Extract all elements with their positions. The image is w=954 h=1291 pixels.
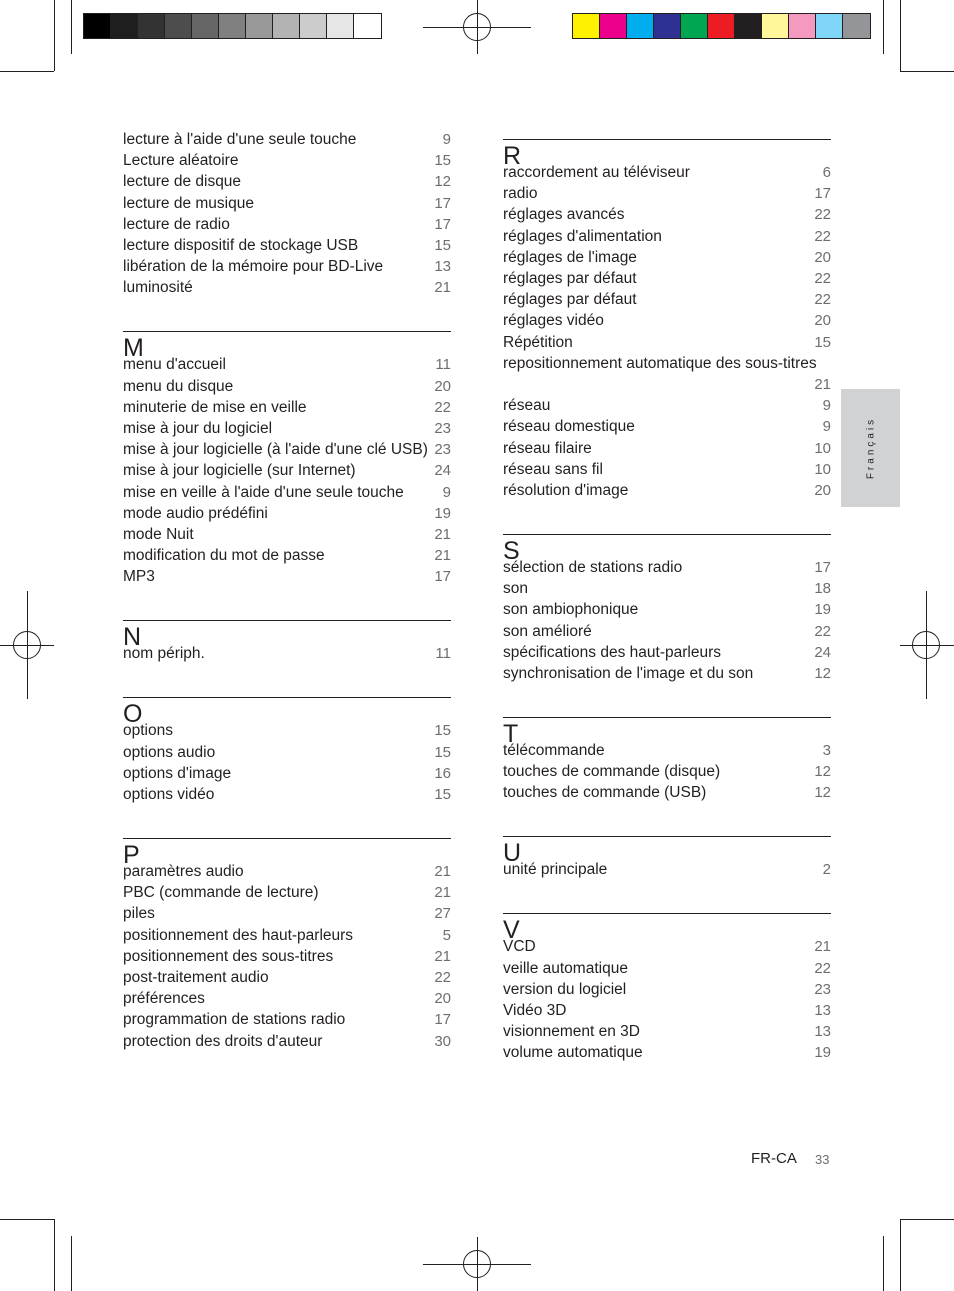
index-term: version du logiciel xyxy=(503,980,627,998)
index-page-number: 3 xyxy=(822,742,831,759)
index-page-number: 11 xyxy=(435,356,451,374)
color-swatch xyxy=(654,14,681,38)
index-term: réglages d'alimentation xyxy=(503,227,662,245)
index-entry xyxy=(503,332,831,353)
index-page-number: 15 xyxy=(434,237,451,254)
color-swatch xyxy=(327,14,354,38)
index-term: visionnement en 3D xyxy=(503,1023,640,1041)
color-swatch xyxy=(84,14,111,38)
color-swatch xyxy=(300,14,327,38)
index-page-number: 21 xyxy=(434,884,451,902)
index-entry xyxy=(503,936,831,957)
index-entry xyxy=(503,859,831,880)
index-page-number: 22 xyxy=(814,206,831,224)
index-page-number: 19 xyxy=(814,1044,831,1062)
index-page-number: 23 xyxy=(814,980,831,998)
index-page-number: 21 xyxy=(434,547,451,565)
section-divider xyxy=(503,717,831,718)
index-term: programmation de stations radio xyxy=(123,1011,346,1029)
index-page-number: 20 xyxy=(814,482,831,499)
index-term: volume automatique xyxy=(503,1044,643,1062)
index-entry xyxy=(123,397,451,418)
index-page-number: 15 xyxy=(434,786,451,803)
index-term: libération de la mémoire pour BD-Live xyxy=(123,258,384,276)
color-swatch xyxy=(789,14,816,38)
index-page-number: 19 xyxy=(434,504,451,522)
index-entry xyxy=(503,374,831,395)
index-term: radio xyxy=(503,185,538,203)
index-page-number: 12 xyxy=(814,665,831,682)
section-letter: P xyxy=(123,841,140,869)
color-swatch xyxy=(111,14,138,38)
index-term: options audio xyxy=(123,743,216,761)
index-entry xyxy=(123,376,451,397)
section-divider xyxy=(503,139,831,140)
index-term: réseau domestique xyxy=(503,418,635,436)
index-entry xyxy=(503,958,831,979)
index-entry xyxy=(503,310,831,331)
index-term: réglages vidéo xyxy=(503,312,604,330)
index-entry xyxy=(123,988,451,1009)
index-term: synchronisation de l'image et du son xyxy=(503,665,754,682)
index-page-number: 6 xyxy=(822,164,831,181)
index-page-number: 10 xyxy=(814,439,831,457)
section-divider xyxy=(123,838,451,839)
index-term: lecture de musique xyxy=(123,194,254,212)
index-term: Répétition xyxy=(503,333,573,351)
index-page-number: 20 xyxy=(814,248,831,266)
index-entry xyxy=(123,129,451,150)
index-term: post-traitement audio xyxy=(123,969,269,986)
index-term: touches de commande (disque) xyxy=(503,763,721,781)
index-entry xyxy=(503,459,831,480)
index-page-number: 30 xyxy=(434,1032,451,1050)
index-entry xyxy=(503,642,831,663)
index-term: mise à jour logicielle (sur Internet) xyxy=(123,462,356,480)
index-page-number: 24 xyxy=(434,462,451,480)
index-page-number: 22 xyxy=(814,291,831,309)
section-letter: S xyxy=(503,537,520,565)
index-term: préférences xyxy=(123,990,205,1008)
index-term: options vidéo xyxy=(123,786,215,803)
index-entry xyxy=(503,268,831,289)
index-page-number: 9 xyxy=(822,418,831,436)
index-entry xyxy=(123,946,451,967)
index-entry xyxy=(503,438,831,459)
index-page-number: 15 xyxy=(814,333,831,351)
index-entry xyxy=(503,557,831,578)
index-page-number: 12 xyxy=(434,173,451,191)
section-divider xyxy=(503,836,831,837)
color-swatch xyxy=(192,14,219,38)
index-entry xyxy=(123,439,451,460)
section-letter: M xyxy=(123,334,144,363)
color-swatch xyxy=(246,14,273,38)
index-entry xyxy=(123,150,451,171)
index-entry xyxy=(503,289,831,310)
index-page-number: 17 xyxy=(814,185,831,203)
index-entry xyxy=(503,578,831,599)
index-term: réglages par défaut xyxy=(503,270,637,287)
section-divider xyxy=(123,331,451,332)
index-entry xyxy=(503,353,831,374)
index-page-number: 17 xyxy=(434,1011,451,1029)
index-term: options xyxy=(123,722,173,740)
index-term: Vidéo 3D xyxy=(503,1002,567,1019)
index-page-number: 17 xyxy=(434,194,451,212)
index-term: positionnement des haut-parleurs xyxy=(123,926,354,944)
index-entry xyxy=(123,545,451,566)
color-swatch xyxy=(816,14,843,38)
index-page-number: 15 xyxy=(434,152,451,170)
index-page-number: 17 xyxy=(434,215,451,233)
index-page-number: 21 xyxy=(814,938,831,956)
index-term: paramètres audio xyxy=(123,863,244,880)
index-page-number: 23 xyxy=(434,420,451,437)
index-entry xyxy=(123,784,451,805)
index-term: réseau filaire xyxy=(503,439,592,457)
index-page-number: 22 xyxy=(434,398,451,416)
index-term: piles xyxy=(123,905,155,923)
color-swatch xyxy=(219,14,246,38)
index-term: réseau xyxy=(503,397,551,415)
index-term: mise à jour logicielle (à l'aide d'une clé USB) xyxy=(123,441,428,459)
index-entry xyxy=(123,566,451,587)
index-page-number: 21 xyxy=(434,279,451,297)
index-term: PBC (commande de lecture) xyxy=(123,884,319,902)
index-term: son amélioré xyxy=(503,622,592,640)
index-page-number: 13 xyxy=(814,1023,831,1041)
index-term: VCD xyxy=(503,938,536,956)
index-entry xyxy=(123,1031,451,1052)
index-entry xyxy=(123,967,451,988)
index-term: Lecture aléatoire xyxy=(123,152,239,170)
index-term: unité principale xyxy=(503,861,608,879)
index-entry xyxy=(123,643,451,664)
index-page-number: 12 xyxy=(814,784,831,802)
color-swatch xyxy=(600,14,627,38)
index-entry xyxy=(123,720,451,741)
index-entry xyxy=(123,763,451,784)
color-swatch xyxy=(138,14,165,38)
color-swatch xyxy=(735,14,762,38)
index-term: menu d'accueil xyxy=(123,356,226,374)
section-letter: U xyxy=(503,839,522,868)
index-entry xyxy=(123,503,451,524)
index-term: son ambiophonique xyxy=(503,601,639,619)
index-page-number: 21 xyxy=(434,526,451,543)
index-entry xyxy=(503,1021,831,1042)
index-entry xyxy=(503,1042,831,1063)
index-page-number: 20 xyxy=(434,377,451,395)
index-term: mise à jour du logiciel xyxy=(123,420,273,437)
index-term: MP3 xyxy=(123,568,155,586)
color-swatch xyxy=(165,14,192,38)
index-page-number: 18 xyxy=(814,580,831,598)
color-swatch xyxy=(354,14,381,38)
section-divider xyxy=(123,620,451,621)
index-page-number: 13 xyxy=(814,1002,831,1019)
index-entry xyxy=(123,256,451,277)
section-letter: V xyxy=(503,916,520,945)
index-page-number: 9 xyxy=(822,397,831,415)
index-term: sélection de stations radio xyxy=(503,559,683,576)
index-entry xyxy=(123,1009,451,1030)
color-swatch xyxy=(681,14,708,38)
color-swatch xyxy=(843,14,870,38)
index-term: mise en veille à l'aide d'une seule touche xyxy=(123,483,404,501)
index-entry xyxy=(123,235,451,256)
language-side-tab xyxy=(841,389,900,507)
index-page-number: 27 xyxy=(434,905,451,923)
color-swatch xyxy=(708,14,735,38)
index-page-number: 17 xyxy=(434,568,451,586)
index-term: raccordement au téléviseur xyxy=(503,164,690,181)
index-entry xyxy=(503,782,831,803)
index-entry xyxy=(123,861,451,882)
index-page-number: 21 xyxy=(434,863,451,880)
index-term: minuterie de mise en veille xyxy=(123,398,307,416)
index-page-number: 19 xyxy=(814,601,831,619)
index-term: luminosité xyxy=(123,279,193,297)
index-term: mode Nuit xyxy=(123,526,194,543)
index-term: nom périph. xyxy=(123,645,205,663)
index-page-number: 2 xyxy=(822,861,831,879)
footer-page-number: 33 xyxy=(815,1152,830,1167)
index-entry xyxy=(123,524,451,545)
index-entry xyxy=(503,1000,831,1021)
color-swatch xyxy=(273,14,300,38)
index-term: réglages avancés xyxy=(503,206,625,224)
index-entry xyxy=(123,742,451,763)
index-term: résolution d'image xyxy=(503,482,629,499)
index-page-number: 10 xyxy=(814,460,831,478)
index-entry xyxy=(123,171,451,192)
index-term: télécommande xyxy=(503,742,605,759)
index-entry xyxy=(503,416,831,437)
index-entry xyxy=(503,740,831,761)
index-entry xyxy=(123,277,451,298)
index-page-number: 9 xyxy=(442,131,451,148)
index-page-number: 12 xyxy=(814,763,831,781)
index-page-number: 24 xyxy=(814,643,831,661)
index-term: veille automatique xyxy=(503,959,628,977)
index-term: réglages de l'image xyxy=(503,248,637,266)
index-page-number: 15 xyxy=(434,722,451,740)
index-page-number: 22 xyxy=(814,959,831,977)
index-entry xyxy=(503,761,831,782)
index-page-number: 21 xyxy=(814,376,831,393)
section-letter: O xyxy=(123,700,143,729)
index-entry xyxy=(503,663,831,684)
process-color-bar xyxy=(572,13,871,39)
index-term: lecture de radio xyxy=(123,215,230,233)
index-entry xyxy=(123,214,451,235)
index-term: mode audio prédéfini xyxy=(123,504,268,522)
index-page-number: 5 xyxy=(442,926,451,944)
index-entry xyxy=(503,226,831,247)
color-swatch xyxy=(762,14,789,38)
index-term: son xyxy=(503,580,528,598)
index-entry xyxy=(503,204,831,225)
index-page-number: 22 xyxy=(814,622,831,640)
index-page-number: 20 xyxy=(814,312,831,330)
color-swatch xyxy=(573,14,600,38)
index-term: spécifications des haut-parleurs xyxy=(503,643,721,661)
index-entry xyxy=(503,162,831,183)
index-entry xyxy=(123,460,451,481)
index-term: options d'image xyxy=(123,764,232,782)
index-page-number: 22 xyxy=(814,227,831,245)
index-entry xyxy=(123,354,451,375)
index-term: repositionnement automatique des sous-titres xyxy=(503,354,817,372)
index-term: réglages par défaut xyxy=(503,291,637,309)
index-term: lecture à l'aide d'une seule touche xyxy=(123,131,357,148)
index-term: lecture de disque xyxy=(123,173,242,191)
index-page-number: 22 xyxy=(434,969,451,986)
index-entry xyxy=(123,903,451,924)
index-term: menu du disque xyxy=(123,377,234,395)
index-page-number: 20 xyxy=(434,990,451,1008)
footer-locale-code: FR-CA xyxy=(751,1150,797,1167)
index-entry xyxy=(503,979,831,1000)
index-entry xyxy=(503,599,831,620)
index-page-number: 9 xyxy=(442,483,451,501)
section-letter: R xyxy=(503,142,522,170)
color-swatch xyxy=(627,14,654,38)
index-page-number: 15 xyxy=(434,743,451,761)
index-page-number: 21 xyxy=(434,947,451,965)
index-page-number: 22 xyxy=(814,270,831,287)
index-entry xyxy=(503,183,831,204)
section-letter: N xyxy=(123,623,142,652)
index-term: protection des droits d'auteur xyxy=(123,1032,323,1050)
index-page-number: 16 xyxy=(434,764,451,782)
index-entry xyxy=(123,882,451,903)
section-letter: T xyxy=(503,720,519,748)
index-entry xyxy=(123,193,451,214)
index-page-number: 17 xyxy=(814,559,831,576)
section-divider xyxy=(123,697,451,698)
index-term: positionnement des sous-titres xyxy=(123,947,334,965)
index-term: lecture dispositif de stockage USB xyxy=(123,237,359,254)
index-page-number: 23 xyxy=(434,441,451,459)
section-divider xyxy=(503,534,831,535)
index-entry xyxy=(503,621,831,642)
language-tab-label: Français xyxy=(865,416,876,480)
index-term: réseau sans fil xyxy=(503,460,603,478)
index-entry xyxy=(503,480,831,501)
index-entry xyxy=(503,247,831,268)
index-entry xyxy=(503,395,831,416)
index-page-number: 11 xyxy=(435,645,451,663)
index-page-number: 13 xyxy=(434,258,451,276)
index-entry xyxy=(123,418,451,439)
index-term: touches de commande (USB) xyxy=(503,784,707,802)
section-divider xyxy=(503,913,831,914)
grayscale-color-bar xyxy=(83,13,382,39)
index-entry xyxy=(123,925,451,946)
index-entry xyxy=(123,482,451,503)
index-term: modification du mot de passe xyxy=(123,547,325,565)
